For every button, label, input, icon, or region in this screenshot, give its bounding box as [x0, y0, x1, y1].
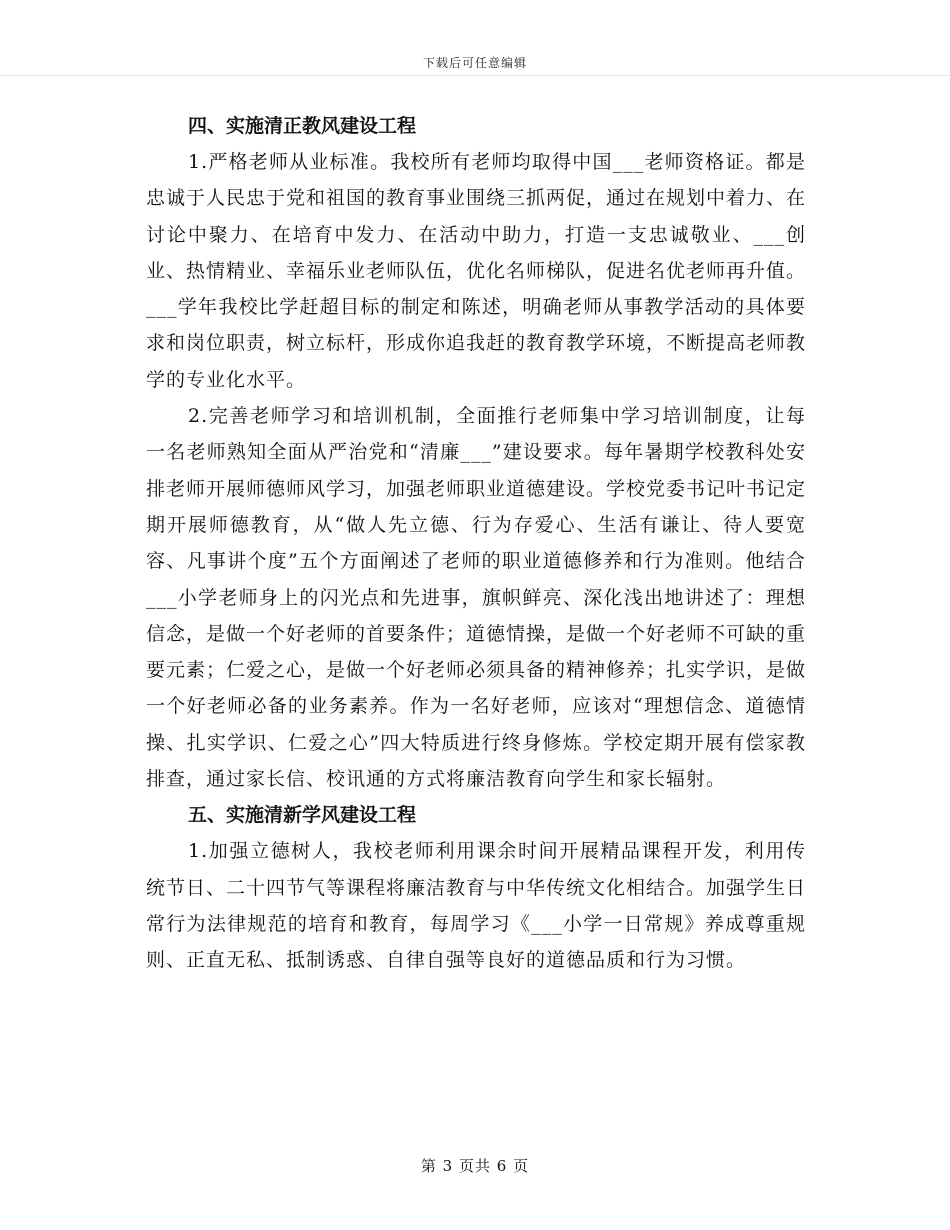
page-header-note: 下载后可任意编辑 [422, 56, 527, 70]
document-body [146, 108, 806, 979]
header-divider [0, 75, 950, 76]
page-number: 第 3 页共 6 页 [420, 1157, 530, 1175]
section-4-paragraph-1: 1.严格老师从业标准。我校所有老师均取得中国___老师资格证。都是忠诚于人民忠于党和祖国的教育事业围绕三抓两促，通过在规划中着力、在讨论中聚力、在培育中发力、在活动中助力，打造一支忠诚敬业、___创业、热情精业、幸福乐业老师队伍，优化名师梯队，促进名优老师再升值。___学年我校比学赶超目标的制定和陈述，明确老师从事教学活动的具体要求和岗位职责，树立标杆，形成你追我赶的教育教学环境，不断提高老师教学的专业化水平。 [146, 151, 807, 391]
section-4-paragraph-2: 2.完善老师学习和培训机制，全面推行老师集中学习培训制度，让每一名老师熟知全面从严治党和“清廉___”建设要求。每年暑期学校教科处安排老师开展师德师风学习，加强老师职业道德建设。学校党委书记叶书记定期开展师德教育，从“做人先立德、行为存爱心、生活有谦让、待人要宽容、凡事讲个度”五个方面阐述了老师的职业道德修养和行为准则。他结合___小学老师身上的闪光点和先进事，旗帜鲜亮、深化浅出地讲述了：理想信念，是做一个好老师的首要条件；道德情操，是做一个好老师不可缺的重要元素；仁爱之心，是做一个好老师必须具备的精神修养；扎实学识，是做一个好老师必备的业务素养。作为一名好老师，应该对“理想信念、道德情操、扎实学识、仁爱之心”四大特质进行终身修炼。学校定期开展有偿家教排查，通过家长信、校讯通的方式将廉洁教育向学生和家长辐射。 [146, 405, 807, 791]
section-5-paragraph-1: 1.加强立德树人，我校老师利用课余时间开展精品课程开发，利用传统节日、二十四节气等课程将廉洁教育与中华传统文化相结合。加强学生日常行为法律规范的培育和教育，每周学习《___小学一日常规》养成尊重规则、正直无私、抵制诱惑、自律自强等良好的道德品质和行为习惯。 [146, 840, 807, 972]
section-heading-5: 五、实施清新学风建设工程 [188, 804, 417, 827]
section-heading-4: 四、实施清正教风建设工程 [188, 115, 417, 137]
